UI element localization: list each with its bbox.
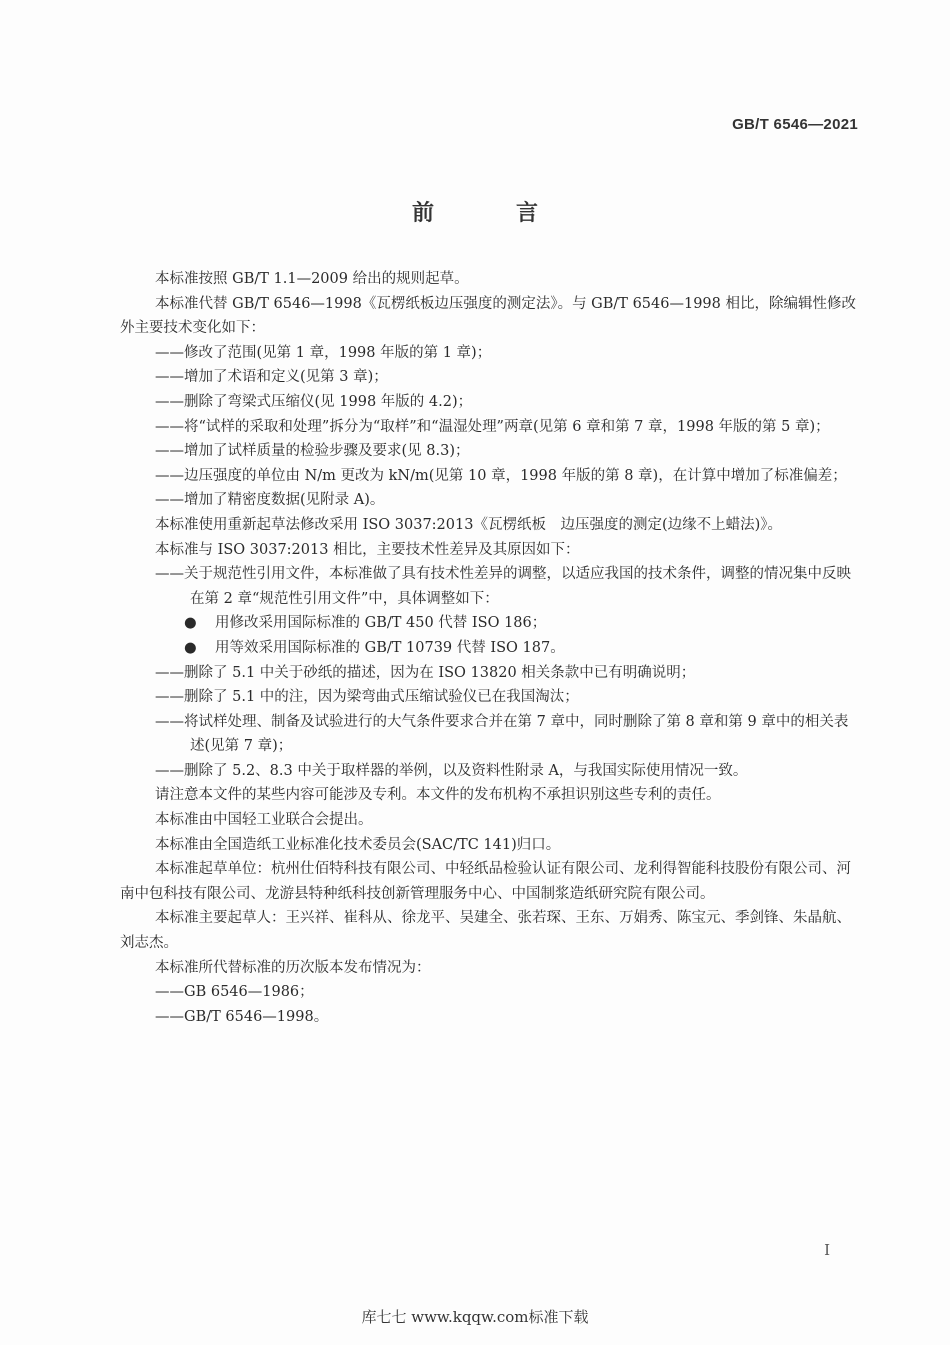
list-item: ——修改了范围(见第 1 章，1998 年版的第 1 章)；: [155, 344, 492, 361]
list-item: ——将试样处理、制备及试验进行的大气条件要求合并在第 7 章中，同时删除了第 8 章和第 9 章中的相关表述(见第 7 章)；: [155, 713, 849, 755]
paragraph: 本标准按照 GB/T 1.1—2009 给出的规则起草。: [155, 271, 469, 287]
footer-watermark: 库七七 www.kqqw.com标准下载: [361, 1308, 589, 1326]
paragraph: 请注意本文件的某些内容可能涉及专利。本文件的发布机构不承担识别这些专利的责任。: [155, 787, 721, 804]
list-item: ——关于规范性引用文件，本标准做了具有技术性差异的调整，以适应我国的技术条件，调整的情况集中反映在第 2 章“规范性引用文件”中，具体调整如下：: [155, 566, 851, 607]
list-item: ——删除了 5.1 中的注，因为梁弯曲式压缩试验仪已在我国淘汰；: [155, 689, 579, 706]
list-item: ——GB/T 6546—1998。: [155, 1008, 329, 1025]
list-item: ——边压强度的单位由 N/m 更改为 kN/m(见第 10 章，1998 年版的第 8 章)，在计算中增加了标准偏差；: [155, 467, 847, 484]
paragraph: 本标准由中国轻工业联合会提出。: [155, 812, 373, 829]
paragraph: 本标准使用重新起草法修改采用 ISO 3037:2013《瓦楞纸板 边压强度的测定(边缘不上蜡法)》。: [155, 516, 783, 533]
list-item: ——将“试样的采取和处理”拆分为“取样”和“温湿处理”两章(见第 6 章和第 7 章，1998 年版的第 5 章)；: [155, 418, 830, 435]
bullet-item: [120, 611, 860, 636]
page-title: 前 言: [411, 201, 568, 226]
bullet-icon: ●: [184, 639, 197, 656]
paragraph: 本标准代替 GB/T 6546—1998《瓦楞纸板边压强度的测定法》。与 GB/T 6546—1998 相比，除编辑性修改外主要技术变化如下：: [120, 295, 856, 337]
list-item: ——增加了精密度数据(见附录 A)。: [155, 492, 385, 509]
list-item: ——删除了 5.2、8.3 中关于取样器的举例，以及资料性附录 A，与我国实际使用情况一致。: [155, 762, 748, 779]
list-item: ——增加了术语和定义(见第 3 章)；: [155, 369, 388, 386]
page-number: I: [824, 1241, 830, 1259]
list-item: ——删除了弯梁式压缩仪(见 1998 年版的 4.2)；: [155, 393, 473, 410]
list-item: ——GB 6546—1986；: [155, 984, 314, 1001]
standard-code: GB/T 6546—2021: [732, 116, 858, 133]
bullet-text: 用等效采用国际标准的 GB/T 10739 代替 ISO 187。: [215, 639, 565, 656]
paragraph: 本标准起草单位：杭州仕佰特科技有限公司、中轻纸品检验认证有限公司、龙利得智能科技股份有限公司、河南中包科技有限公司、龙游县特种纸科技创新管理服务中心、中国制浆造纸研究院有限公司。: [120, 861, 851, 902]
list-item: ——增加了试样质量的检验步骤及要求(见 8.3)；: [155, 443, 470, 460]
paragraph: 本标准所代替标准的历次版本发布情况为：: [155, 959, 431, 976]
preface-body: [120, 267, 860, 1029]
bullet-text: 用修改采用国际标准的 GB/T 450 代替 ISO 186；: [215, 615, 547, 632]
paragraph: 本标准由全国造纸工业标准化技术委员会(SAC/TC 141)归口。: [155, 836, 561, 853]
paragraph: 本标准与 ISO 3037:2013 相比，主要技术性差异及其原因如下：: [155, 541, 580, 558]
bullet-item: [120, 636, 860, 661]
list-item: ——删除了 5.1 中关于砂纸的描述，因为在 ISO 13820 相关条款中已有明确说明；: [155, 664, 696, 681]
bullet-icon: ●: [184, 615, 197, 632]
paragraph: 本标准主要起草人：王兴祥、崔科从、徐龙平、吴建全、张若琛、王东、万娟秀、陈宝元、季剑锋、朱晶航、刘志杰。: [120, 910, 851, 952]
